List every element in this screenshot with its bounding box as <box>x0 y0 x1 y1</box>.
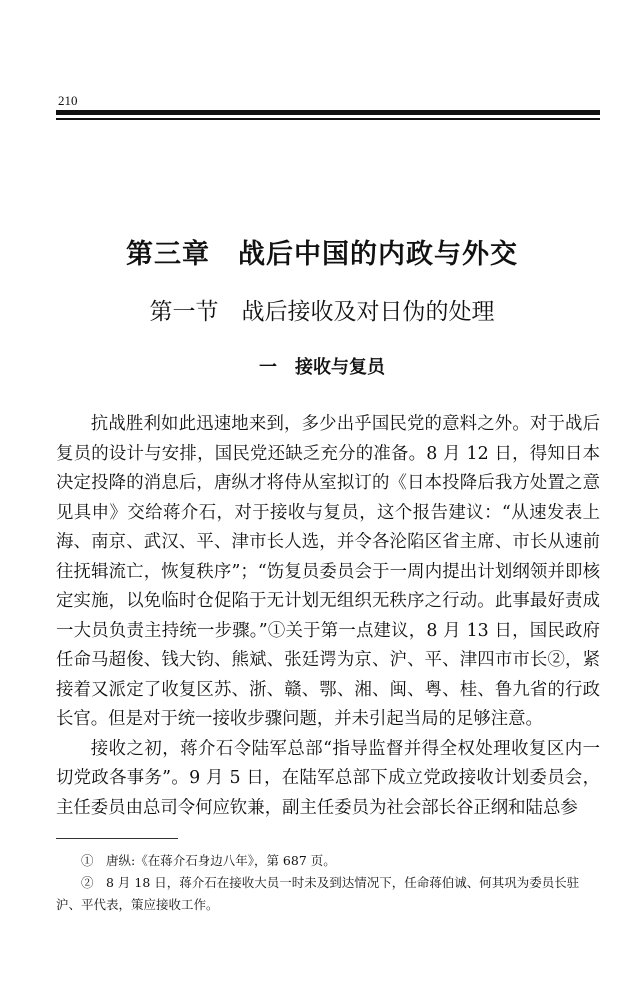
footnote: ② 8 月 18 日，蒋介石在接收大员一时未及到达情况下，任命蒋伯诚、何其巩为委员长驻沪、平代表，策应接收工作。 <box>56 875 580 912</box>
chapter-title: 第三章 战后中国的内政与外交 <box>126 239 518 270</box>
page-number: 210 <box>58 93 78 108</box>
footnote-rule <box>56 838 178 839</box>
section-title: 第一节 战后接收及对日伪的处理 <box>149 299 495 325</box>
footnote: ① 唐纵:《在蒋介石身边八年》，第 687 页。 <box>81 853 336 868</box>
header-rule-thick <box>56 110 600 115</box>
footnotes <box>56 850 600 916</box>
paragraph: 接收之初，蒋介石令陆军总部“指导监督并得全权处理收复区内一切党政各事务”。9 月 5 日，在陆军总部下成立党政接收计划委员会，主任委员由总司令何应钦兼，副主任委员为社会部长谷正纲和陆总参 <box>56 738 600 818</box>
body-text <box>56 410 600 823</box>
paragraph: 抗战胜利如此迅速地来到，多少出乎国民党的意料之外。对于战后复员的设计与安排，国民党还缺乏充分的准备。8 月 12 日，得知日本决定投降的消息后，唐纵才将侍从室拟订的《日本投降后我方处置之意见具申》交给蒋介石，对于接收与复员，这个报告建议：“从速发表上海、南京、武汉、平、津市长人选，并令各沦陷区省主席、市长从速前往抚辑流亡，恢复秩序”；“饬复员委员会于一周内提出计划纲领并即核定实施，以免临时仓促陷于无计划无组织无秩序之行动。此事最好责成一大员负责主持统一步骤。”①关于第一点建议，8 月 13 日，国民政府任命马超俊、钱大钧、熊斌、张廷谔为京、沪、平、津四市市长②，紧接着又派定了收复区苏、浙、赣、鄂、湘、闽、粤、桂、鲁九省的行政长官。但是对于统一接收步骤问题，并未引起当局的足够注意。 <box>56 414 600 729</box>
header-rule-thin <box>56 118 600 120</box>
subsection-title: 一 接收与复员 <box>259 357 385 378</box>
